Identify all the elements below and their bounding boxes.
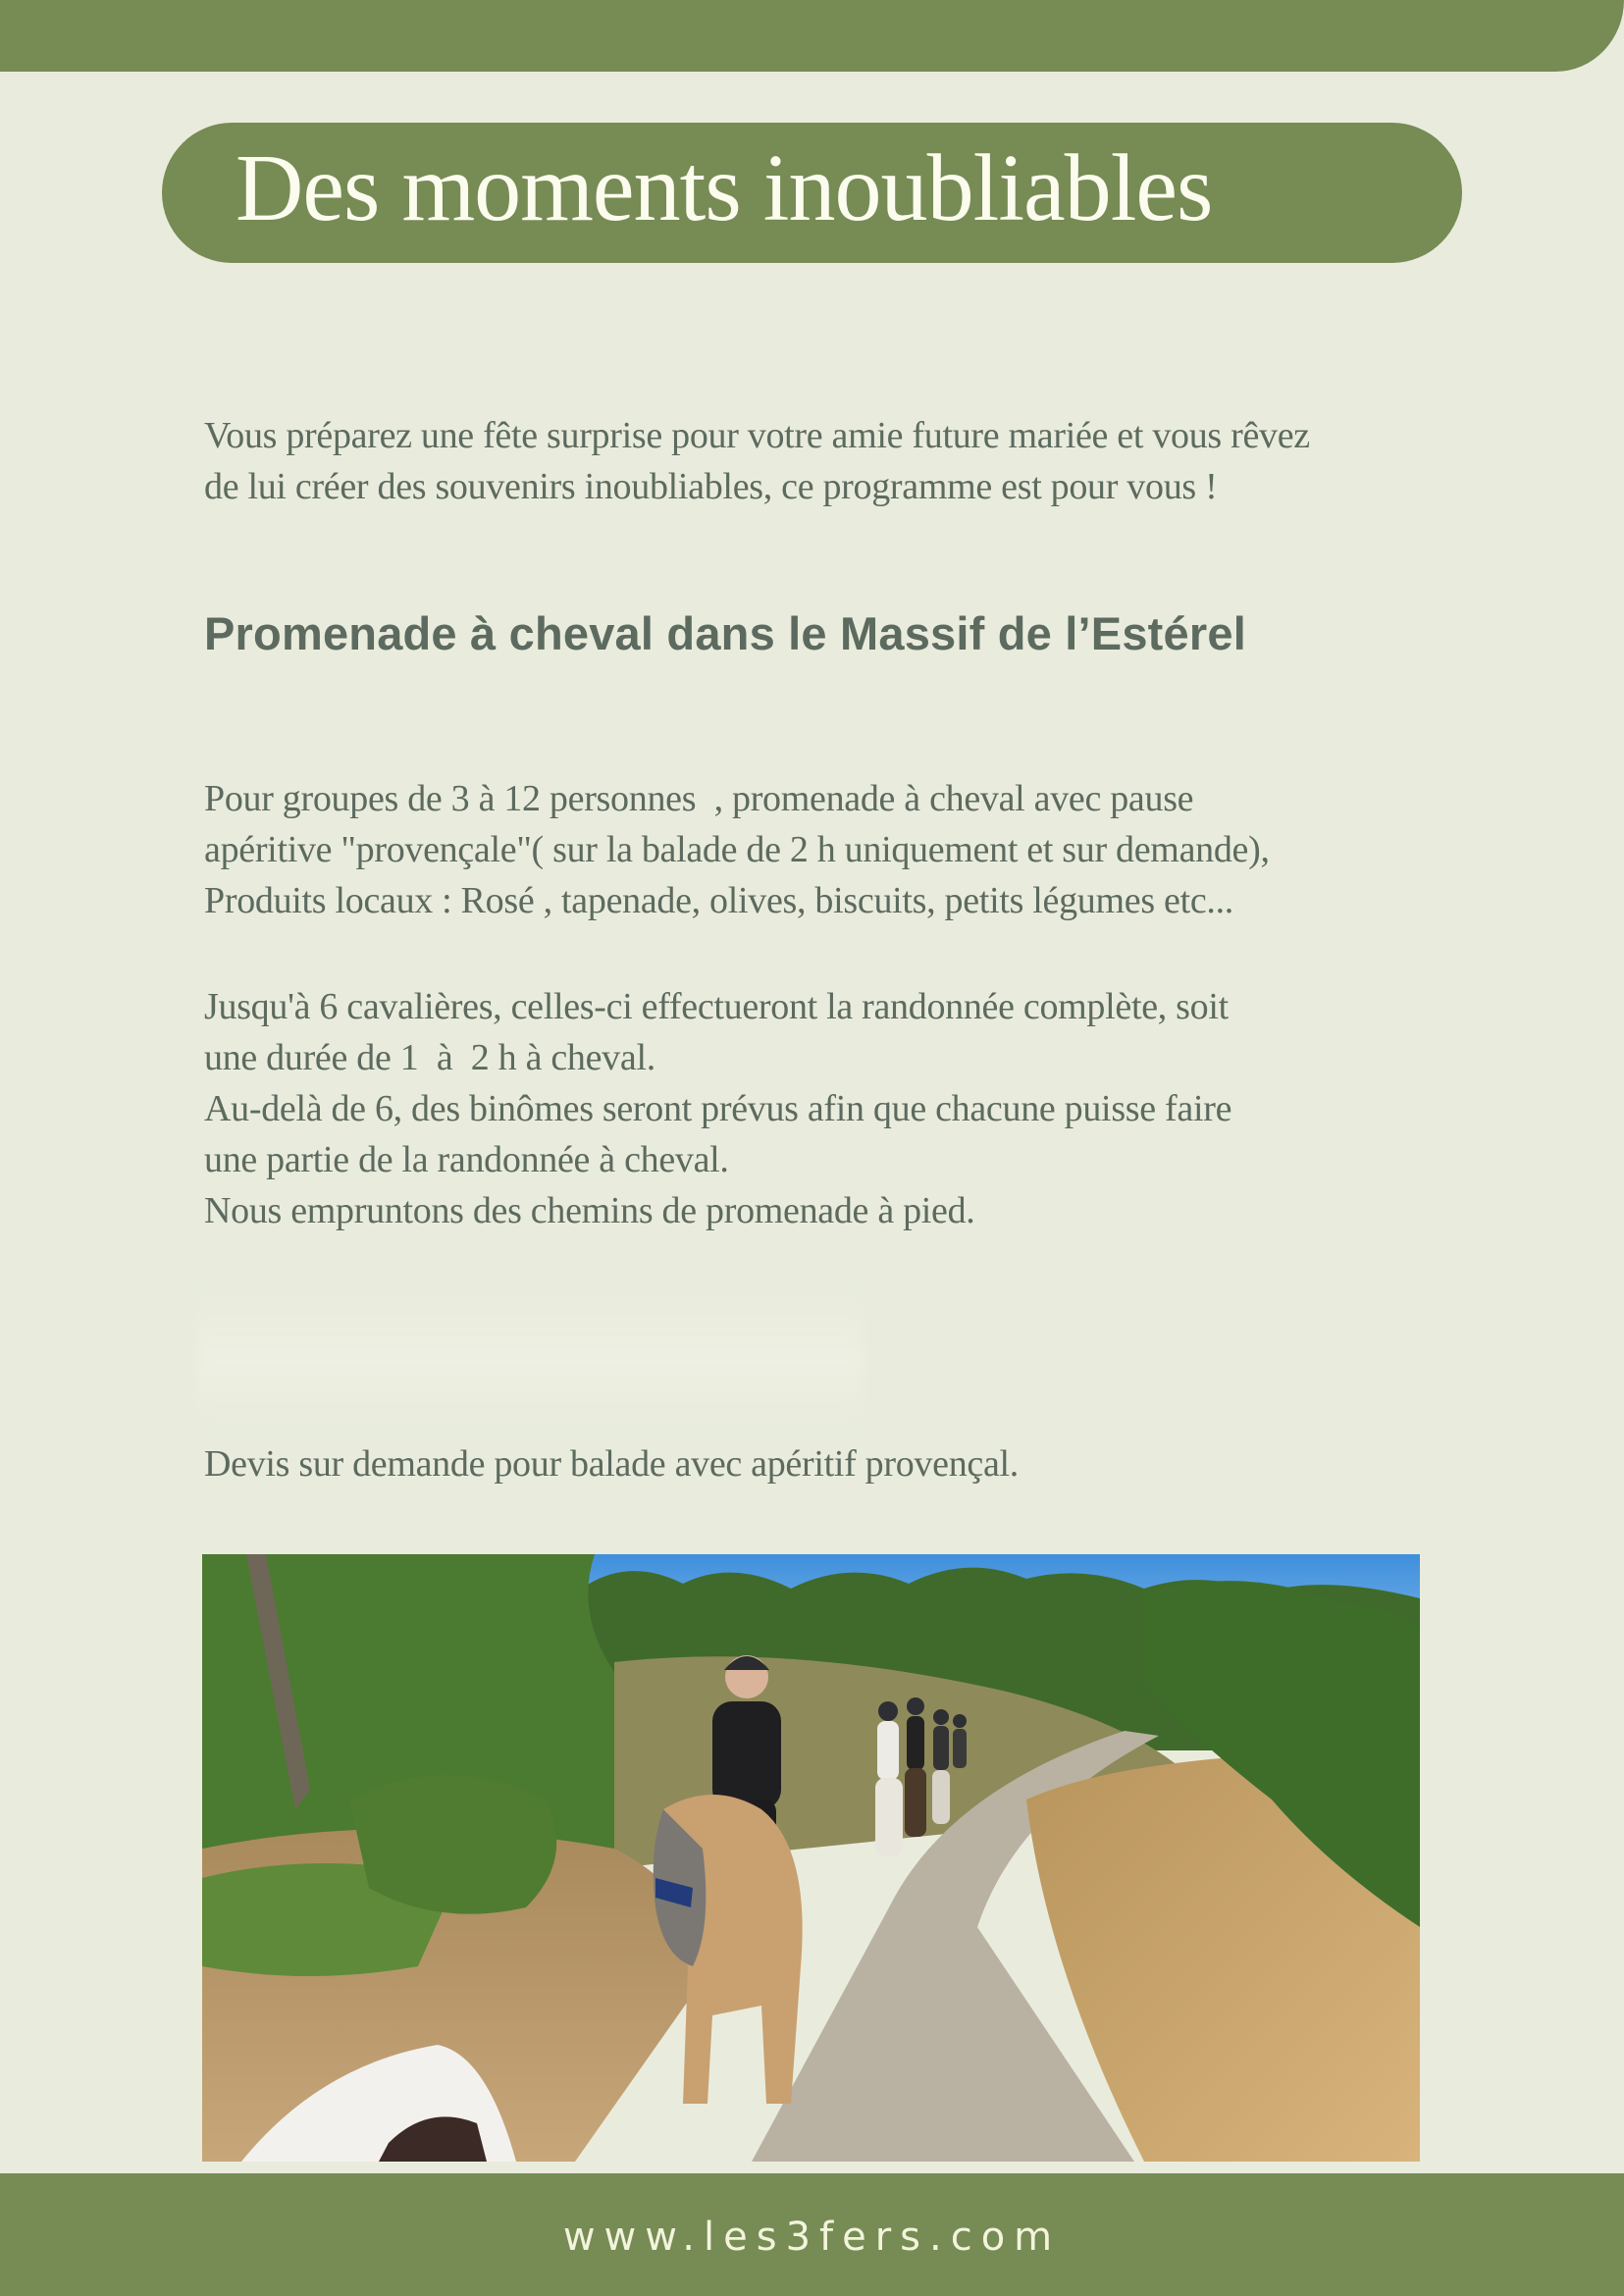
groups-line: Pour groupes de 3 à 12 personnes , promenade à cheval avec pause xyxy=(204,778,1194,819)
riders-line: une durée de 1 à 2 h à cheval. xyxy=(204,1037,655,1078)
riders-line: Nous empruntons des chemins de promenade à pied. xyxy=(204,1190,975,1231)
intro-line: de lui créer des souvenirs inoubliables, ce programme est pour vous ! xyxy=(204,466,1218,507)
riders-line: une partie de la randonnée à cheval. xyxy=(204,1139,729,1180)
faded-decoration xyxy=(196,1285,864,1433)
intro-paragraph xyxy=(204,410,1598,512)
horse-ride-photo xyxy=(202,1554,1420,2162)
riders-line: Au-delà de 6, des binômes seront prévus afin que chacune puisse faire xyxy=(204,1088,1232,1129)
website-link[interactable]: www.les3fers.com xyxy=(562,2214,1062,2260)
groups-line: Produits locaux : Rosé , tapenade, olives, biscuits, petits légumes etc... xyxy=(204,880,1234,921)
page-title: Des moments inoubliables xyxy=(236,134,1213,241)
photo-horse-ride-icon xyxy=(202,1554,1420,2162)
quote-note: Devis sur demande pour balade avec apéritif provençal. xyxy=(204,1443,1019,1485)
groups-line: apéritive "provençale"( sur la balade de 2 h uniquement et sur demande), xyxy=(204,829,1270,870)
groups-paragraph xyxy=(204,773,1598,926)
footer-bar xyxy=(0,2173,1624,2296)
riders-line: Jusqu'à 6 cavalières, celles-ci effectueront la randonnée complète, soit xyxy=(204,986,1229,1027)
title-banner xyxy=(162,123,1462,263)
intro-line: Vous préparez une fête surprise pour votre amie future mariée et vous rêvez xyxy=(204,415,1310,456)
section-heading: Promenade à cheval dans le Massif de l’Estérel xyxy=(204,607,1246,659)
riders-paragraph xyxy=(204,981,1598,1236)
top-banner-bar xyxy=(0,0,1624,72)
